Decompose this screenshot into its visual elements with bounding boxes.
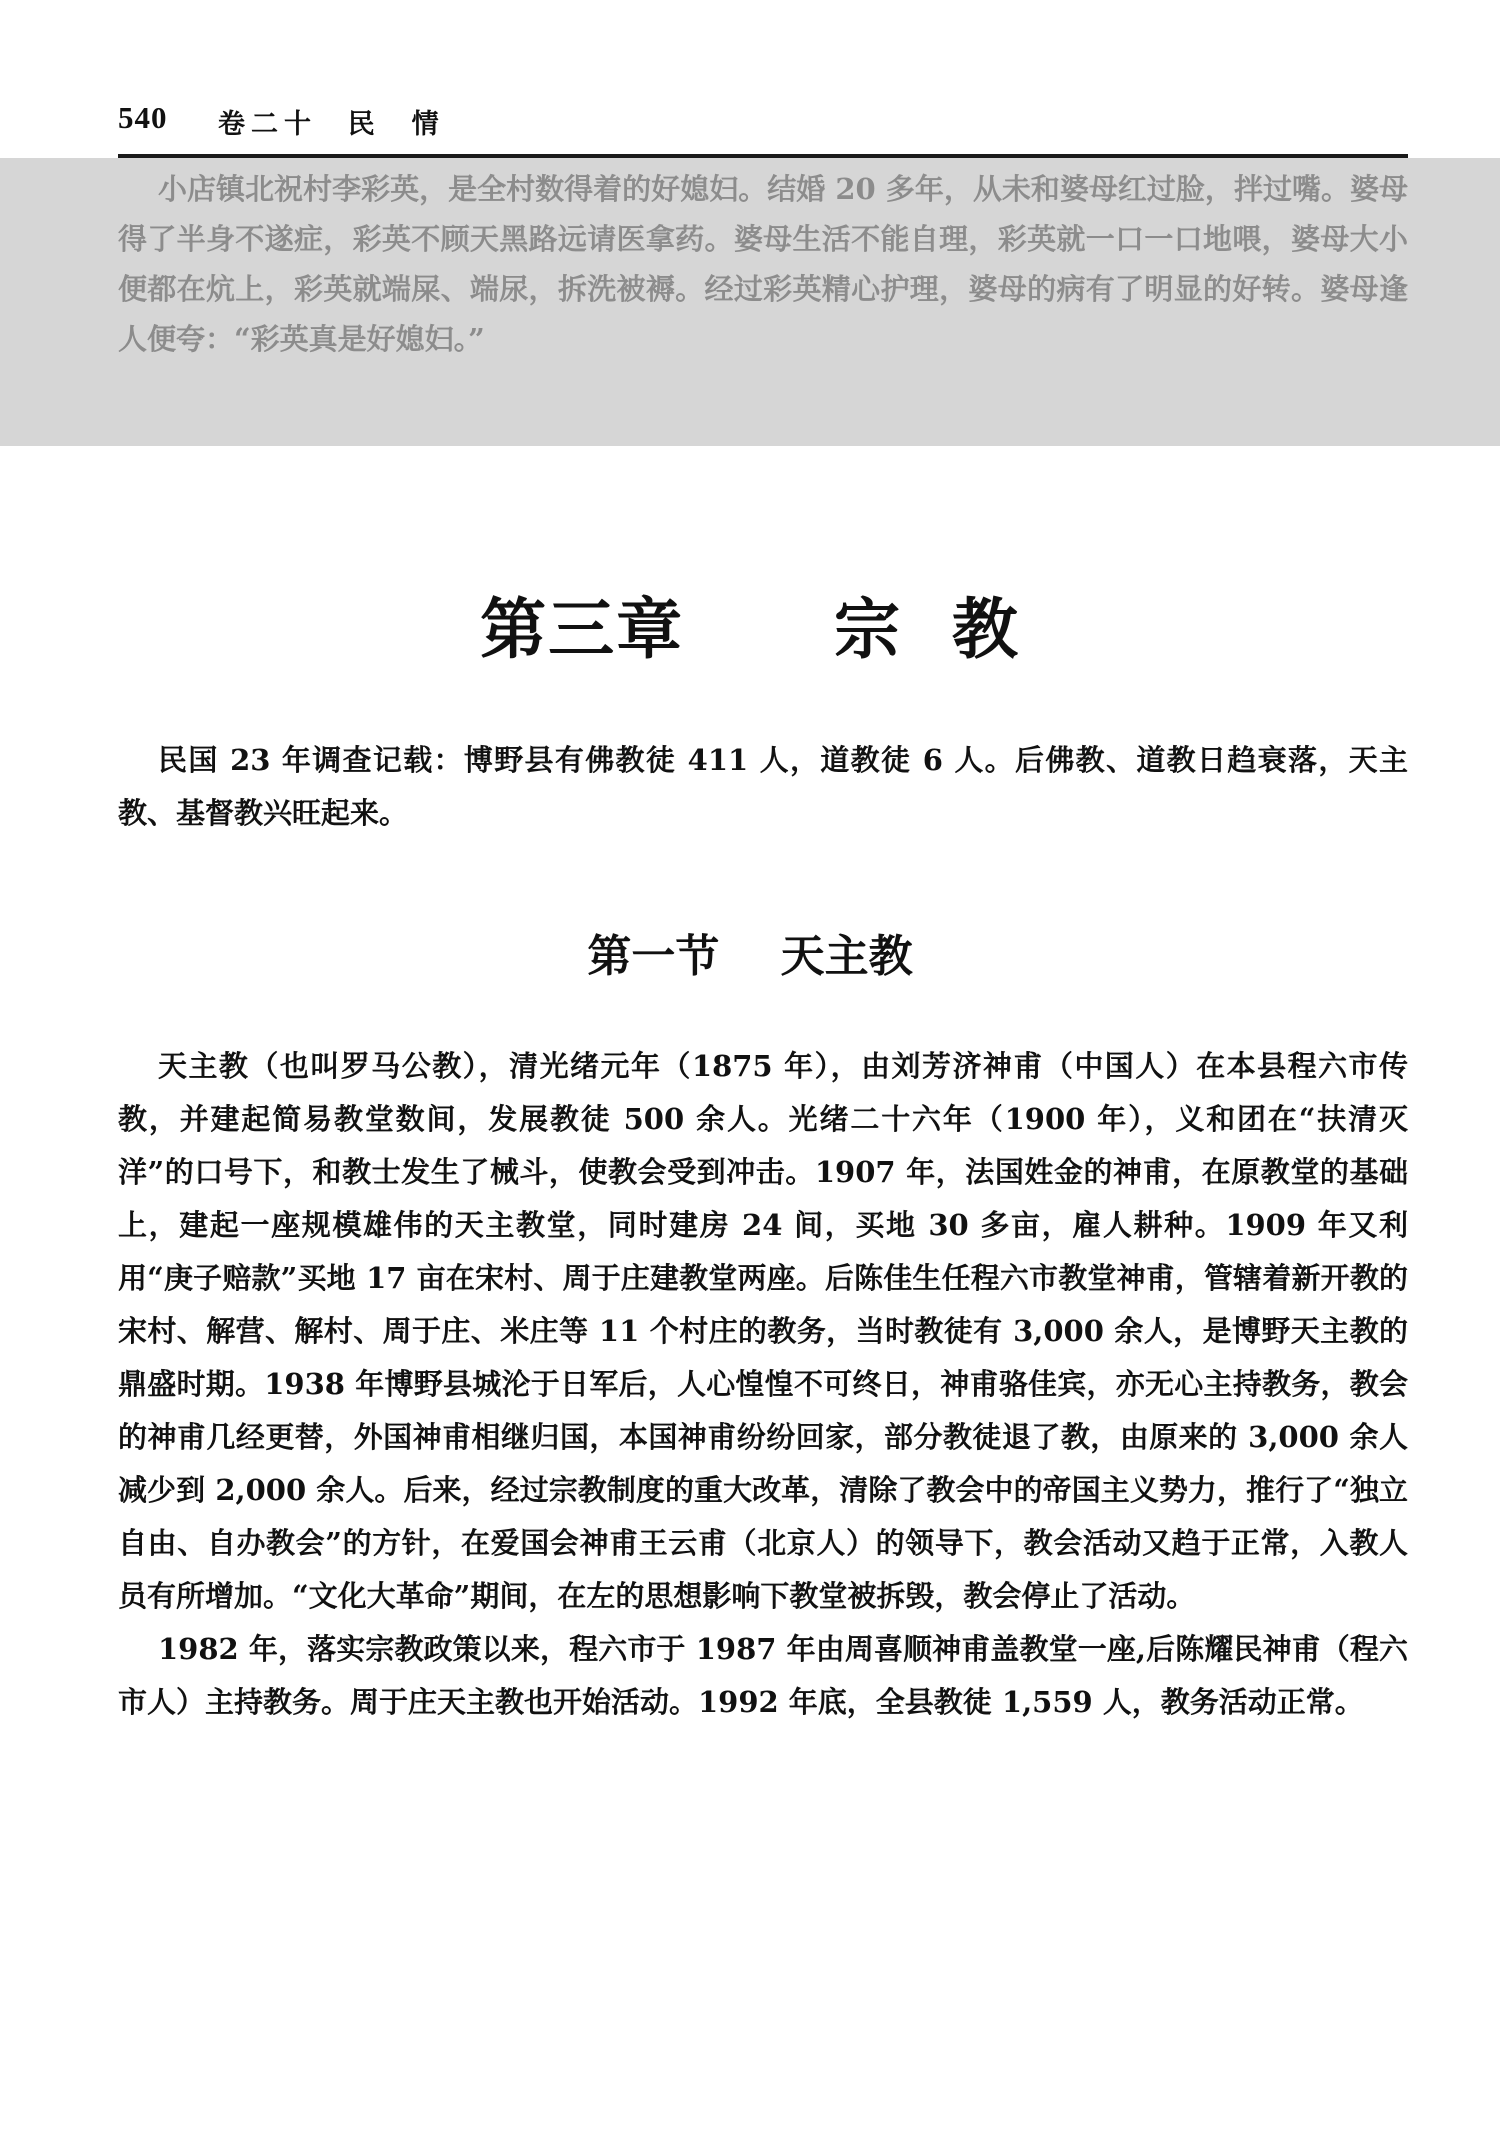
running-head: 卷二十 民 情 (218, 109, 445, 140)
body-paragraph: 天主教（也叫罗马公教），清光绪元年（1875 年），由刘芳济神甫（中国人）在本县程六市传教，并建起简易教堂数间，发展教徒 500 余人。光绪二十六年（1900 年），义和团在“扶清灭洋”的口号下，和教士发生了械斗，使教会受到冲击。1907 年，法国姓金的神甫，在原教堂的基础上，建起一座规模雄伟的天主教堂，同时建房 24 间，买地 30 多亩，雇人耕种。1909 年又利用“庚子赔款”买地 17 亩在宋村、周于庄建教堂两座。后陈佳生任程六市教堂神甫，管辖着新开教的宋村、解营、解村、周于庄、米庄等 11 个村庄的教务，当时教徒有 3,000 余人，是博野天主教的鼎盛时期。1938 年博野县城沦于日军后，人心惶惶不可终日，神甫骆佳宾，亦无心主持教务，教会的神甫几经更替，外国神甫相继归国，本国神甫纷纷回家，部分教徒退了教，由原来的 3,000 余人减少到 2,000 余人。后来，经过宗教制度的重大改革，清除了教会中的帝国主义势力，推行了“独立自由、自办教会”的方针，在爱国会神甫王云甫（北京人）的领导下，教会活动又趋于正常，入教人员有所增加。“文化大革命”期间，在左的思想影响下教堂被拆毁，教会停止了活动。 (118, 1049, 1408, 1613)
body-paragraph: 1982 年，落实宗教政策以来，程六市于 1987 年由周喜顺神甫盖教堂一座,后陈耀民神甫（程六市人）主持教务。周于庄天主教也开始活动。1992 年底，全县教徒 1,559 人，教务活动正常。 (118, 1632, 1408, 1719)
section-title: 第一节 天主教 (587, 931, 913, 982)
section-body (118, 1040, 1408, 1729)
shaded-excerpt-block (0, 158, 1500, 446)
chapter-title: 第三章 宗 教 (480, 591, 1020, 668)
chapter-intro: 民国 23 年调查记载：博野县有佛教徒 411 人，道教徒 6 人。后佛教、道教日趋衰落，天主教、基督教兴旺起来。 (118, 743, 1408, 830)
page-number: 540 (118, 100, 168, 135)
page-header (118, 94, 1408, 158)
shaded-excerpt-text: 小店镇北祝村李彩英，是全村数得着的好媳妇。结婚 20 多年，从未和婆母红过脸，拌过嘴。婆母得了半身不遂症，彩英不顾天黑路远请医拿药。婆母生活不能自理，彩英就一口一口地喂，婆母大小便都在炕上，彩英就端屎、端尿，拆洗被褥。经过彩英精心护理，婆母的病有了明显的好转。婆母逢人便夸：“彩英真是好媳妇。” (118, 172, 1408, 356)
